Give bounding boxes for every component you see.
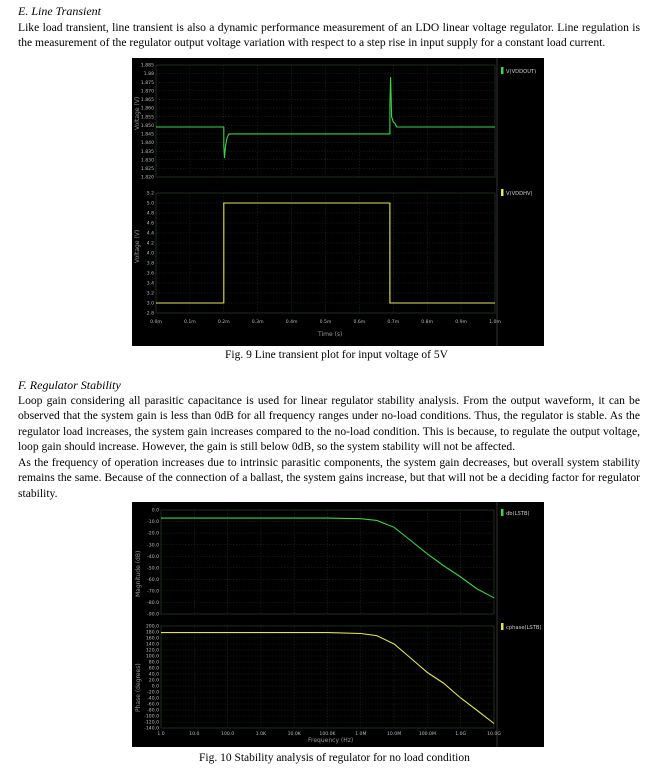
- fig9-top-ytick: 1.835: [140, 149, 154, 155]
- fig10-bottom-ytick: -140.0: [144, 726, 159, 732]
- fig9-xtick: 0.5m: [319, 320, 332, 325]
- fig9-bottom-ytick: 3.4: [146, 281, 154, 287]
- fig10-xtick: 100.0: [221, 732, 235, 737]
- fig9-bottom-ytick: 2.8: [146, 311, 154, 317]
- fig9-top-ytick: 1.88: [143, 72, 154, 78]
- fig9-xtick: 0.9m: [455, 320, 467, 325]
- fig9-bottom-ytick: 5.0: [146, 201, 154, 207]
- fig9-top-ytick: 1.830: [140, 158, 154, 164]
- fig10-xtick: 10.0K: [287, 732, 301, 737]
- fig10-bottom-ytick: 20.0: [148, 678, 159, 684]
- fig10-xtick: 10.0: [189, 732, 200, 737]
- fig10-bottom-ytick: -60.0: [147, 702, 159, 708]
- fig10-top-ytick: -20.0: [147, 531, 159, 537]
- fig9-top-ytick: 1.850: [140, 123, 154, 129]
- fig9-bottom-ytick: 4.2: [146, 241, 154, 247]
- fig10-bottom-ytick: -120.0: [144, 720, 159, 726]
- fig9-top-ytick: 1.860: [140, 106, 154, 112]
- fig9-bottom-ylabel: Voltage (V): [134, 229, 141, 263]
- fig10-bottom-ytick: -100.0: [144, 714, 159, 720]
- fig9-top-ytick: 1.820: [140, 175, 154, 181]
- fig10-legend-swatch-db: [501, 509, 504, 516]
- fig9-top-ytick: 1.885: [140, 63, 154, 69]
- fig10-legend-phase: cphase(LSTB): [506, 625, 542, 631]
- fig10-xtick: 10.0G: [487, 732, 501, 737]
- fig9-xtick: 1.0m: [489, 320, 501, 325]
- fig10-top-ytick: -50.0: [147, 566, 159, 572]
- fig10-xtick: 1.0G: [455, 732, 467, 737]
- fig9-xtick: 0.4m: [285, 320, 298, 325]
- fig10-bottom-ytick: 200.0: [145, 624, 159, 630]
- fig10-bottom-ytick: 80.0: [148, 660, 159, 666]
- fig9-top-ytick: 1.865: [140, 98, 154, 104]
- fig10-bottom-ytick: 120.0: [145, 648, 159, 654]
- fig10-bottom-ytick: 180.0: [145, 630, 159, 636]
- fig10-top-ytick: -70.0: [147, 589, 159, 595]
- fig10-top-ytick: -40.0: [147, 554, 159, 560]
- fig9-xtick: 0.2m: [217, 320, 230, 325]
- fig10-legend-swatch-phase: [501, 623, 504, 630]
- fig9-xtick: 0.0m: [150, 320, 162, 325]
- fig9-xtick: 0.8m: [421, 320, 434, 325]
- fig10-top-ytick: -90.0: [147, 612, 159, 618]
- figure-9-caption: Fig. 9 Line transient plot for input voltage of 5V: [225, 349, 448, 361]
- fig10-bottom-ytick: -20.0: [147, 690, 159, 696]
- fig9-bottom-ytick: 3.0: [146, 301, 154, 307]
- fig9-legend-vddout: V(VDDOUT): [506, 69, 537, 75]
- fig10-top-ylabel: Magnitude (dB): [135, 550, 142, 597]
- fig10-bottom-ytick: -40.0: [147, 696, 159, 702]
- fig10-xtick: 1.0K: [255, 732, 267, 737]
- fig9-top-ytick: 1.845: [140, 132, 154, 138]
- fig10-bottom-ytick: 0.0: [151, 684, 159, 690]
- fig10-bottom-ylabel: Phase (degrees): [135, 663, 142, 712]
- fig9-bottom-ytick: 3.2: [146, 291, 154, 297]
- fig10-bottom-ytick: 60.0: [148, 666, 159, 672]
- fig9-xtick: 0.3m: [251, 320, 264, 325]
- figure-10-caption: Fig. 10 Stability analysis of regulator for no load condition: [199, 752, 470, 764]
- fig10-xtick: 1.0M: [355, 732, 367, 737]
- fig9-xtick: 0.6m: [353, 320, 366, 325]
- fig9-top-ytick: 1.875: [140, 80, 154, 86]
- fig9-top-ytick: 1.855: [140, 115, 154, 121]
- fig9-legend-swatch-vddhv: [501, 189, 504, 196]
- fig10-bottom-ytick: 140.0: [145, 642, 159, 648]
- fig10-bottom-ytick: 40.0: [148, 672, 159, 678]
- fig10-top-ytick: 0.0: [151, 508, 159, 514]
- fig10-top-ytick: -10.0: [147, 520, 159, 526]
- section-f-paragraph-2: As the frequency of operation increases due to intrinsic parasitic components, the system gain decreases, but overall system stability remains the same. Because of the connection of a ballast, the system gains increase, but that will not be a deciding factor for regulator stability.: [18, 456, 640, 500]
- figure-10-stability-chart: [132, 502, 544, 747]
- section-e-paragraph: Like load transient, line transient is also a dynamic performance measurement of an LDO linear voltage regulator. Line regulation is the measurement of the regulator output voltage variation with respect to a step rise in input supply for a constant load current.: [18, 21, 640, 50]
- fig9-bottom-ytick: 4.4: [146, 231, 154, 237]
- fig10-xlabel: Frequency (Hz): [308, 737, 354, 744]
- figure-9-line-transient-chart: [132, 58, 544, 346]
- fig10-bottom-ytick: 100.0: [145, 654, 159, 660]
- fig10-xtick: 100.0K: [319, 732, 336, 737]
- fig9-xtick: 0.7m: [387, 320, 400, 325]
- fig10-bottom-ytick: 160.0: [145, 636, 159, 642]
- fig9-bottom-ytick: 5.2: [146, 191, 154, 197]
- fig10-top-ytick: -30.0: [147, 543, 159, 549]
- fig9-top-ytick: 1.840: [140, 141, 154, 147]
- fig10-xtick: 100.0M: [418, 732, 436, 737]
- fig10-xtick: 1.0: [157, 732, 165, 737]
- fig9-bottom-ytick: 4.8: [146, 211, 154, 217]
- fig10-xtick: 10.0M: [386, 732, 402, 737]
- fig10-top-ytick: -60.0: [147, 577, 159, 583]
- section-f-heading: F. Regulator Stability: [18, 378, 121, 392]
- fig9-bottom-ytick: 4.0: [146, 251, 154, 257]
- fig9-xtick: 0.1m: [184, 320, 196, 325]
- fig10-legend-db: db(LSTB): [506, 511, 530, 517]
- fig9-bottom-ytick: 3.6: [146, 271, 154, 277]
- fig9-bottom-ytick: 4.6: [146, 221, 154, 227]
- fig9-top-ytick: 1.870: [140, 89, 154, 95]
- fig10-top-ytick: -80.0: [147, 601, 159, 607]
- fig9-legend-swatch-vddout: [501, 67, 504, 74]
- section-e-heading: E. Line Transient: [18, 4, 102, 18]
- section-f-paragraph-1: Loop gain considering all parasitic capacitance is used for linear regulator stability analysis. From the output waveform, it can be observed that the system gain is less than 0dB for all frequency ranges under no-load conditions. Thus, the regulator is stable. As the regulator load increases, the system gain increases compared to the no-load condition. This is because, to regulate the output voltage, loop gain should increase. However, the gain is still below 0dB, so the system stability will not be affected.: [18, 394, 640, 454]
- fig9-bottom-ytick: 3.8: [146, 261, 154, 267]
- fig9-top-ylabel: Voltage (V): [134, 96, 141, 130]
- fig9-legend-vddhv: V(VDDHV): [506, 191, 533, 197]
- fig9-xlabel: Time (s): [318, 331, 343, 338]
- fig9-top-ytick: 1.825: [140, 166, 154, 172]
- fig10-bottom-ytick: -80.0: [147, 708, 159, 714]
